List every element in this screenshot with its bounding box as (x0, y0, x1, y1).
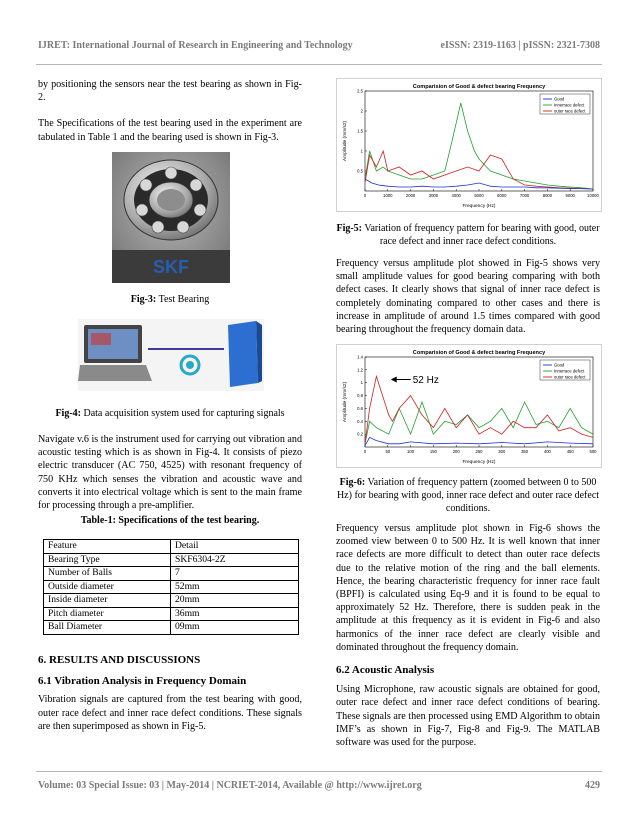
paragraph: Vibration signals are captured from the test bearing with good, outer race defect and inner race defect conditions. These signals are then superimposed as shown in Fig-5. (38, 694, 302, 732)
x-tick-label: 3000 (428, 193, 439, 198)
x-tick-label: 450 (566, 449, 574, 454)
daq-photo (78, 319, 264, 391)
paragraph: by positioning the sensors near the test bearing as shown in Fig-2. (38, 79, 302, 104)
table-row (44, 567, 299, 581)
x-tick-label: 4000 (451, 193, 461, 198)
paragraph: Frequency versus amplitude plot shown in Fig-6 shows the zoomed view between 0 to 500 Hz. It is well known that inner race defects are more difficult to detect than outer race defects due to the relative motion of the ring and the ball elements. Hence, the bearing characteristic frequency for inner race fault (BPFI) is calculated using Eq-9 and it is found to be equal to approximately 52 Hz. Therefore, there is sudden peak in the amplitude at this frequency as it is evident in Fig-6 and also harmonics of the inner race defect are clearly visible and dominated throughout the frequency domain. (336, 523, 600, 653)
fig3-caption: Fig-3: Test Bearing (130, 294, 210, 305)
table-cell-feature: Number of Balls (44, 567, 171, 581)
x-tick-label: 5000 (474, 193, 484, 198)
x-axis-label: Frequency (Hz) (462, 460, 496, 465)
legend-label: Innerrace defect (554, 368, 585, 374)
right-column-1 (336, 257, 600, 336)
table-cell-detail: Detail (171, 540, 299, 554)
left-column (38, 78, 302, 144)
table-cell-feature: Ball Diameter (44, 621, 171, 635)
table-row (44, 621, 299, 635)
x-tick-label: 250 (475, 449, 483, 454)
paragraph: Navigate v.6 is the instrument used for carrying out vibration and acoustic testing which is as shown in Fig-4. It consists of piezo electric transducer (AC 750, 4525) with resonant frequency of 750 KHz which senses the vibration and acoustic wave and converts it into electrical voltage which is sent to the main frame for processing through a pre-amplifier. (38, 434, 302, 512)
bearing-photo (112, 152, 230, 283)
y-tick-label: 1.4 (357, 354, 363, 360)
x-tick-label: 300 (498, 449, 506, 454)
legend-label: Good (554, 362, 565, 368)
volume-info: Volume: 03 Special Issue: 03 | May-2014 | NCRIET-2014, Available @ http://www.ijret.org (38, 780, 422, 791)
section-heading: 6. RESULTS AND DISCUSSIONS (38, 654, 201, 666)
page-number: 429 (585, 780, 600, 791)
x-tick-label: 6000 (497, 193, 507, 198)
y-tick-label: 0.6 (357, 405, 363, 411)
y-tick-label: 0.8 (357, 393, 363, 399)
y-axis-label: Amplitude (mm/s2) (343, 120, 348, 162)
table-cell-feature: Outside diameter (44, 580, 171, 594)
x-tick-label: 150 (429, 449, 437, 454)
x-tick-label: 100 (407, 449, 415, 454)
left-column-3 (38, 654, 302, 733)
table-cell-detail: 20mm (171, 594, 299, 608)
x-tick-label: 500 (589, 449, 597, 454)
table-cell-feature: Feature (44, 540, 171, 554)
x-axis-label: Frequency (Hz) (462, 204, 496, 209)
table-cell-detail: SKF6304-2Z (171, 553, 299, 567)
fig4-caption: Fig-4: Data acquisition system used for capturing signals (55, 408, 285, 419)
footer-rule (36, 771, 602, 772)
table-header-row (44, 540, 299, 554)
table-row (44, 607, 299, 621)
x-tick-label: 7000 (519, 193, 530, 198)
x-tick-label: 8000 (542, 193, 553, 198)
x-tick-label: 0 (363, 193, 367, 198)
y-tick-label: 1.5 (357, 128, 363, 134)
paragraph: Frequency versus amplitude plot showed in Fig-5 shows very small amplitude values for good bearing comparing with both defect cases. It clearly shows that signal of inner race defect is completely dominating compared to other cases and there is increase in amplitude of around 1.5 times compared with good bearing throughout the frequency domain data. (336, 258, 600, 336)
y-axis-label: Amplitude (mm/s2) (343, 381, 348, 423)
journal-name: IJRET: International Journal of Research in Engineering and Technology (38, 40, 353, 51)
running-footer (38, 780, 600, 791)
subsection-heading: 6.2 Acoustic Analysis (336, 664, 435, 677)
table-row (44, 594, 299, 608)
fig6-chart (336, 344, 602, 468)
x-tick-label: 2000 (405, 193, 416, 198)
fig5-chart (336, 78, 602, 212)
legend-label: outer race defect (554, 108, 586, 114)
table-cell-detail: 09mm (171, 621, 299, 635)
table-row (44, 553, 299, 567)
paragraph: Using Microphone, raw acoustic signals are obtained for good, outer race defect and inner race defect conditions of bearing. These signals are then processed using EMD Algorithm to obtain IMF’s as shown in Fig-7, Fig-8 and Fig-9. The MATLAB software was used for the purpose. (336, 684, 600, 749)
right-column-2 (336, 522, 600, 749)
table-cell-detail: 52mm (171, 580, 299, 594)
legend-label: Innerrace defect (554, 102, 585, 108)
y-tick-label: 2.5 (357, 88, 363, 94)
x-tick-label: 50 (385, 449, 391, 454)
x-tick-label: 350 (521, 449, 529, 454)
y-tick-label: 0.4 (357, 418, 363, 424)
y-tick-label: 2 (360, 108, 363, 114)
annotation-label: 52 Hz (412, 375, 439, 386)
legend-label: Good (554, 96, 565, 102)
legend-label: outer race defect (554, 374, 586, 380)
table-cell-feature: Pitch diameter (44, 607, 171, 621)
y-tick-label: 1 (360, 148, 363, 154)
x-tick-label: 1000 (383, 193, 393, 198)
issn: eISSN: 2319-1163 | pISSN: 2321-7308 (440, 40, 600, 51)
chart-title: Comparision of Good & defect bearing Frequency (412, 350, 546, 356)
spec-table (43, 539, 299, 635)
y-tick-label: 0.5 (357, 168, 363, 174)
paragraph: The Specifications of the test bearing used in the experiment are tabulated in Table 1 and the bearing used is shown in Fig-3. (38, 118, 302, 143)
table-cell-feature: Bearing Type (44, 553, 171, 567)
y-tick-label: 1.2 (357, 367, 363, 373)
svg-text:SKF: SKF (153, 257, 189, 277)
chart-title: Comparision of Good & defect bearing Frequency (412, 84, 546, 90)
fig5-caption: Fig-5: Variation of frequency pattern for bearing with good, outer race defect and inner race defect conditions. (336, 223, 600, 247)
table-cell-detail: 36mm (171, 607, 299, 621)
table-cell-detail: 7 (171, 567, 299, 581)
running-header (38, 40, 600, 51)
header-rule (36, 64, 602, 65)
x-tick-label: 200 (452, 449, 460, 454)
x-tick-label: 10000 (587, 193, 599, 198)
table-caption: Table-1: Specifications of the test bearing. (80, 515, 260, 526)
table-cell-feature: Inside diameter (44, 594, 171, 608)
x-tick-label: 400 (543, 449, 551, 454)
fig6-caption: Fig-6: Variation of frequency pattern (zoomed between 0 to 500 Hz) for bearing with good, inner race defect and outer race defect conditions. (336, 477, 600, 514)
y-tick-label: 0.2 (357, 431, 363, 437)
table-row (44, 580, 299, 594)
x-tick-label: 9000 (565, 193, 575, 198)
left-column-2 (38, 433, 302, 512)
y-tick-label: 1 (360, 380, 363, 386)
subsection-heading: 6.1 Vibration Analysis in Frequency Domain (38, 675, 247, 688)
x-tick-label: 0 (363, 449, 367, 454)
